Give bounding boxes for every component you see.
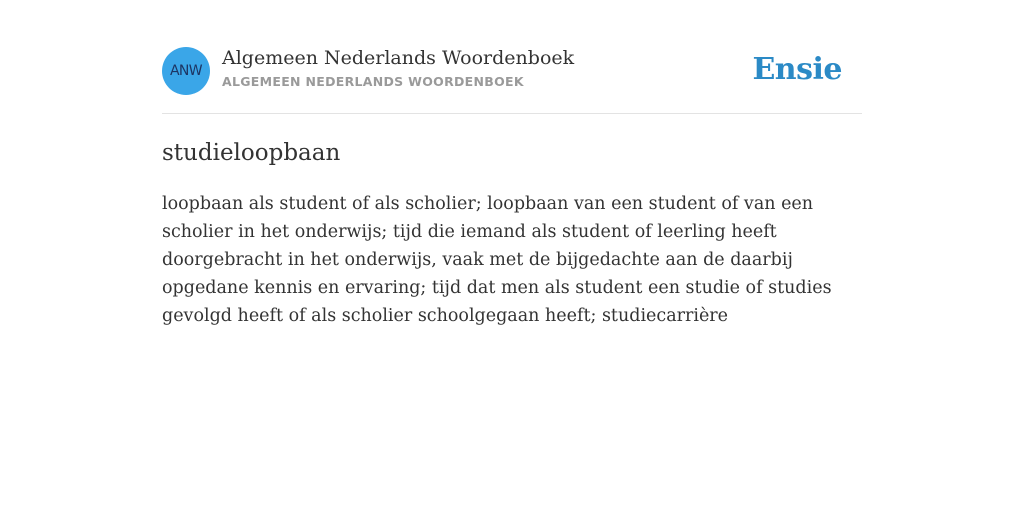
entry-term: studieloopbaan xyxy=(162,140,341,166)
ensie-logo[interactable]: Ensie xyxy=(752,52,842,87)
source-logo[interactable]: ANW xyxy=(162,47,210,95)
source-title[interactable]: Algemeen Nederlands Woordenboek xyxy=(222,47,575,69)
header-divider xyxy=(162,113,862,114)
source-header xyxy=(162,46,862,96)
source-subtitle: ALGEMEEN NEDERLANDS WOORDENBOEK xyxy=(222,74,524,89)
entry-definition: loopbaan als student of als scholier; loopbaan van een student of van een scholier in het onderwijs; tijd die iemand als student of leerling heeft doorgebracht in het onderwijs, vaak met de bijgedachte aan de daarbij opgedane kennis en ervaring; tijd dat men als student een studie of studies gevolgd heeft of als scholier schoolgegaan heeft; studiecarrière xyxy=(162,194,832,326)
entry-card xyxy=(162,0,862,512)
